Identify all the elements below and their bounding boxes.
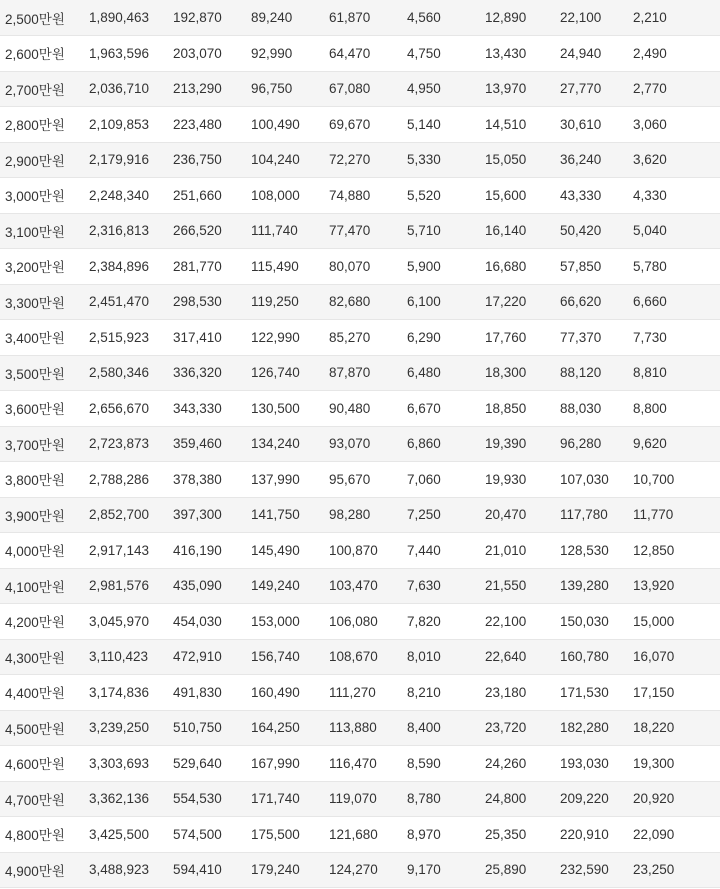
deduction-cell: 66,620 <box>560 294 602 310</box>
long-term-care-cell: 64,470 <box>329 45 371 61</box>
health-insurance-cell: 137,990 <box>251 471 300 487</box>
annual-salary-cell: 3,300만원 <box>5 295 65 311</box>
income-tax-cell: 16,680 <box>485 258 527 274</box>
long-term-care-cell: 93,070 <box>329 436 371 452</box>
national-pension-cell: 594,410 <box>173 862 222 878</box>
net-monthly-pay-cell: 1,963,596 <box>89 45 150 61</box>
income-tax-cell: 24,260 <box>485 755 527 771</box>
income-tax-cell: 17,760 <box>485 329 527 345</box>
national-pension-cell: 236,750 <box>173 152 222 168</box>
deduction-cell: 209,220 <box>560 791 609 807</box>
income-tax-cell: 18,300 <box>485 365 527 381</box>
table-row <box>0 178 720 214</box>
national-pension-cell: 397,300 <box>173 507 222 523</box>
health-insurance-cell: 149,240 <box>251 578 300 594</box>
national-pension-cell: 359,460 <box>173 436 222 452</box>
net-monthly-pay-cell: 2,384,896 <box>89 258 150 274</box>
local-income-tax-cell: 10,700 <box>633 471 675 487</box>
health-insurance-cell: 100,490 <box>251 116 300 132</box>
annual-salary-cell: 2,800만원 <box>5 118 65 134</box>
deduction-cell: 22,100 <box>560 10 602 25</box>
health-insurance-cell: 96,750 <box>251 81 293 97</box>
deduction-cell: 171,530 <box>560 684 609 700</box>
net-monthly-pay-cell: 2,580,346 <box>89 365 150 381</box>
annual-salary-cell: 4,700만원 <box>5 792 65 808</box>
national-pension-cell: 336,320 <box>173 365 222 381</box>
income-tax-cell: 25,890 <box>485 862 527 878</box>
local-income-tax-cell: 5,040 <box>633 223 667 239</box>
long-term-care-cell: 111,270 <box>329 684 376 700</box>
long-term-care-cell: 61,870 <box>329 10 371 25</box>
employment-insurance-cell: 8,970 <box>407 826 441 842</box>
deduction-cell: 88,030 <box>560 400 602 416</box>
health-insurance-cell: 111,740 <box>251 223 298 239</box>
table-row <box>0 391 720 427</box>
deduction-cell: 107,030 <box>560 471 609 487</box>
deduction-cell: 96,280 <box>560 436 602 452</box>
employment-insurance-cell: 6,480 <box>407 365 441 381</box>
income-tax-cell: 15,050 <box>485 152 527 168</box>
health-insurance-cell: 108,000 <box>251 187 300 203</box>
deduction-cell: 117,780 <box>560 507 608 523</box>
health-insurance-cell: 160,490 <box>251 684 300 700</box>
income-tax-cell: 25,350 <box>485 826 527 842</box>
local-income-tax-cell: 16,070 <box>633 649 675 665</box>
long-term-care-cell: 113,880 <box>329 720 377 736</box>
table-row <box>0 426 720 462</box>
health-insurance-cell: 134,240 <box>251 436 300 452</box>
annual-salary-cell: 4,200만원 <box>5 615 65 631</box>
national-pension-cell: 472,910 <box>173 649 222 665</box>
net-monthly-pay-cell: 2,451,470 <box>89 294 150 310</box>
deduction-cell: 150,030 <box>560 613 609 629</box>
deduction-cell: 50,420 <box>560 223 602 239</box>
national-pension-cell: 203,070 <box>173 45 222 61</box>
local-income-tax-cell: 3,060 <box>633 116 667 132</box>
local-income-tax-cell: 6,660 <box>633 294 667 310</box>
deduction-cell: 182,280 <box>560 720 609 736</box>
table-row <box>0 462 720 498</box>
deduction-cell: 36,240 <box>560 152 602 168</box>
national-pension-cell: 554,530 <box>173 791 222 807</box>
local-income-tax-cell: 12,850 <box>633 542 675 558</box>
local-income-tax-cell: 11,770 <box>633 507 674 523</box>
deduction-cell: 160,780 <box>560 649 609 665</box>
deduction-cell: 77,370 <box>560 329 602 345</box>
health-insurance-cell: 115,490 <box>251 258 299 274</box>
long-term-care-cell: 119,070 <box>329 791 377 807</box>
health-insurance-cell: 104,240 <box>251 152 300 168</box>
employment-insurance-cell: 7,440 <box>407 542 441 558</box>
deduction-cell: 88,120 <box>560 365 602 381</box>
deduction-cell: 220,910 <box>560 826 609 842</box>
annual-salary-cell: 4,800만원 <box>5 828 65 844</box>
long-term-care-cell: 90,480 <box>329 400 371 416</box>
annual-salary-cell: 4,300만원 <box>5 650 65 666</box>
table-row <box>0 0 720 36</box>
local-income-tax-cell: 18,220 <box>633 720 675 736</box>
health-insurance-cell: 164,250 <box>251 720 300 736</box>
local-income-tax-cell: 20,920 <box>633 791 675 807</box>
national-pension-cell: 435,090 <box>173 578 222 594</box>
local-income-tax-cell: 13,920 <box>633 578 675 594</box>
national-pension-cell: 378,380 <box>173 471 222 487</box>
national-pension-cell: 343,330 <box>173 400 222 416</box>
national-pension-cell: 510,750 <box>173 720 222 736</box>
national-pension-cell: 574,500 <box>173 826 222 842</box>
annual-salary-cell: 3,400만원 <box>5 331 65 347</box>
table-row <box>0 497 720 533</box>
table-row <box>0 142 720 178</box>
employment-insurance-cell: 8,400 <box>407 720 441 736</box>
employment-insurance-cell: 5,710 <box>407 223 441 239</box>
table-row <box>0 746 720 782</box>
net-monthly-pay-cell: 3,174,836 <box>89 684 150 700</box>
table-row <box>0 781 720 817</box>
deduction-cell: 232,590 <box>560 862 609 878</box>
employment-insurance-cell: 8,590 <box>407 755 441 771</box>
deduction-cell: 128,530 <box>560 542 609 558</box>
income-tax-cell: 13,970 <box>485 81 527 97</box>
health-insurance-cell: 119,250 <box>251 294 299 310</box>
national-pension-cell: 529,640 <box>173 755 222 771</box>
deduction-cell: 57,850 <box>560 258 602 274</box>
income-tax-cell: 23,720 <box>485 720 527 736</box>
national-pension-cell: 454,030 <box>173 613 222 629</box>
national-pension-cell: 266,520 <box>173 223 222 239</box>
table-row <box>0 213 720 249</box>
local-income-tax-cell: 19,300 <box>633 755 675 771</box>
health-insurance-cell: 130,500 <box>251 400 300 416</box>
employment-insurance-cell: 7,250 <box>407 507 441 523</box>
local-income-tax-cell: 2,210 <box>633 10 667 25</box>
national-pension-cell: 298,530 <box>173 294 222 310</box>
long-term-care-cell: 121,680 <box>329 826 378 842</box>
table-row <box>0 355 720 391</box>
net-monthly-pay-cell: 3,239,250 <box>89 720 150 736</box>
table-row <box>0 639 720 675</box>
employment-insurance-cell: 7,060 <box>407 471 441 487</box>
annual-salary-cell: 2,500만원 <box>5 11 65 27</box>
national-pension-cell: 491,830 <box>173 684 222 700</box>
table-row <box>0 817 720 853</box>
net-monthly-pay-cell: 2,656,670 <box>89 400 150 416</box>
local-income-tax-cell: 4,330 <box>633 187 667 203</box>
annual-salary-cell: 3,200만원 <box>5 260 65 276</box>
national-pension-cell: 416,190 <box>173 542 222 558</box>
net-monthly-pay-cell: 2,788,286 <box>89 471 150 487</box>
long-term-care-cell: 74,880 <box>329 187 371 203</box>
national-pension-cell: 251,660 <box>173 187 222 203</box>
net-monthly-pay-cell: 3,045,970 <box>89 613 150 629</box>
health-insurance-cell: 122,990 <box>251 329 300 345</box>
annual-salary-cell: 4,000만원 <box>5 544 65 560</box>
annual-salary-cell: 3,100만원 <box>5 224 65 240</box>
health-insurance-cell: 175,500 <box>251 826 300 842</box>
local-income-tax-cell: 22,090 <box>633 826 675 842</box>
net-monthly-pay-cell: 2,981,576 <box>89 578 150 594</box>
table-row <box>0 533 720 569</box>
employment-insurance-cell: 6,670 <box>407 400 441 416</box>
income-tax-cell: 21,010 <box>485 542 527 558</box>
deduction-cell: 43,330 <box>560 187 602 203</box>
local-income-tax-cell: 17,150 <box>633 684 675 700</box>
annual-salary-cell: 2,600만원 <box>5 47 65 63</box>
health-insurance-cell: 141,750 <box>251 507 300 523</box>
net-monthly-pay-cell: 2,248,340 <box>89 187 150 203</box>
local-income-tax-cell: 7,730 <box>633 329 667 345</box>
employment-insurance-cell: 6,860 <box>407 436 441 452</box>
table-row <box>0 675 720 711</box>
employment-insurance-cell: 4,560 <box>407 10 441 25</box>
employment-insurance-cell: 7,630 <box>407 578 441 594</box>
net-monthly-pay-cell: 2,917,143 <box>89 542 150 558</box>
income-tax-cell: 24,800 <box>485 791 527 807</box>
annual-salary-cell: 3,700만원 <box>5 437 65 453</box>
income-tax-cell: 19,930 <box>485 471 527 487</box>
income-tax-cell: 21,550 <box>485 578 527 594</box>
annual-salary-cell: 4,400만원 <box>5 686 65 702</box>
annual-salary-cell: 3,600만원 <box>5 402 65 418</box>
long-term-care-cell: 95,670 <box>329 471 371 487</box>
income-tax-cell: 17,220 <box>485 294 527 310</box>
local-income-tax-cell: 3,620 <box>633 152 667 168</box>
annual-salary-cell: 3,000만원 <box>5 189 65 205</box>
annual-salary-cell: 2,700만원 <box>5 82 65 98</box>
employment-insurance-cell: 6,290 <box>407 329 441 345</box>
table-row <box>0 249 720 285</box>
health-insurance-cell: 171,740 <box>251 791 300 807</box>
national-pension-cell: 213,290 <box>173 81 222 97</box>
table-row <box>0 36 720 72</box>
long-term-care-cell: 80,070 <box>329 258 371 274</box>
employment-insurance-cell: 8,010 <box>407 649 441 665</box>
employment-insurance-cell: 6,100 <box>407 294 441 310</box>
local-income-tax-cell: 9,620 <box>633 436 667 452</box>
net-monthly-pay-cell: 3,488,923 <box>89 862 150 878</box>
health-insurance-cell: 145,490 <box>251 542 300 558</box>
net-monthly-pay-cell: 2,852,700 <box>89 507 150 523</box>
table-row <box>0 852 720 888</box>
annual-salary-cell: 4,600만원 <box>5 757 65 773</box>
local-income-tax-cell: 8,800 <box>633 400 667 416</box>
net-monthly-pay-cell: 3,362,136 <box>89 791 150 807</box>
local-income-tax-cell: 15,000 <box>633 613 675 629</box>
table-row <box>0 71 720 107</box>
employment-insurance-cell: 7,820 <box>407 613 441 629</box>
employment-insurance-cell: 4,750 <box>407 45 441 61</box>
table-row <box>0 107 720 143</box>
health-insurance-cell: 156,740 <box>251 649 300 665</box>
employment-insurance-cell: 9,170 <box>407 862 441 878</box>
income-tax-cell: 23,180 <box>485 684 527 700</box>
national-pension-cell: 317,410 <box>173 329 222 345</box>
income-tax-cell: 20,470 <box>485 507 527 523</box>
health-insurance-cell: 89,240 <box>251 10 293 25</box>
employment-insurance-cell: 8,210 <box>407 684 441 700</box>
income-tax-cell: 16,140 <box>485 223 527 239</box>
net-monthly-pay-cell: 1,890,463 <box>89 10 150 25</box>
long-term-care-cell: 85,270 <box>329 329 371 345</box>
annual-salary-cell: 4,100만원 <box>5 579 65 595</box>
local-income-tax-cell: 23,250 <box>633 862 675 878</box>
local-income-tax-cell: 2,490 <box>633 45 667 61</box>
long-term-care-cell: 69,670 <box>329 116 371 132</box>
long-term-care-cell: 77,470 <box>329 223 371 239</box>
net-monthly-pay-cell: 3,110,423 <box>89 649 149 665</box>
net-monthly-pay-cell: 3,303,693 <box>89 755 150 771</box>
income-tax-cell: 15,600 <box>485 187 527 203</box>
table-row <box>0 568 720 604</box>
annual-salary-cell: 2,900만원 <box>5 153 65 169</box>
employment-insurance-cell: 5,520 <box>407 187 441 203</box>
health-insurance-cell: 92,990 <box>251 45 293 61</box>
national-pension-cell: 223,480 <box>173 116 222 132</box>
long-term-care-cell: 82,680 <box>329 294 371 310</box>
local-income-tax-cell: 5,780 <box>633 258 667 274</box>
income-tax-cell: 18,850 <box>485 400 527 416</box>
annual-salary-cell: 3,900만원 <box>5 508 65 524</box>
long-term-care-cell: 124,270 <box>329 862 378 878</box>
annual-salary-cell: 4,900만원 <box>5 863 65 879</box>
local-income-tax-cell: 2,770 <box>633 81 667 97</box>
net-monthly-pay-cell: 3,425,500 <box>89 826 150 842</box>
deduction-cell: 193,030 <box>560 755 609 771</box>
annual-salary-cell: 4,500만원 <box>5 721 65 737</box>
annual-salary-cell: 3,500만원 <box>5 366 65 382</box>
health-insurance-cell: 179,240 <box>251 862 300 878</box>
long-term-care-cell: 98,280 <box>329 507 371 523</box>
deduction-cell: 139,280 <box>560 578 609 594</box>
annual-salary-cell: 3,800만원 <box>5 473 65 489</box>
deduction-cell: 24,940 <box>560 45 602 61</box>
national-pension-cell: 192,870 <box>173 10 222 25</box>
income-tax-cell: 12,890 <box>485 10 527 25</box>
long-term-care-cell: 72,270 <box>329 152 371 168</box>
net-monthly-pay-cell: 2,723,873 <box>89 436 150 452</box>
net-monthly-pay-cell: 2,515,923 <box>89 329 150 345</box>
long-term-care-cell: 67,080 <box>329 81 371 97</box>
deduction-cell: 27,770 <box>560 81 602 97</box>
income-tax-cell: 14,510 <box>485 116 527 132</box>
income-tax-cell: 22,100 <box>485 613 527 629</box>
net-monthly-pay-cell: 2,036,710 <box>89 81 150 97</box>
long-term-care-cell: 103,470 <box>329 578 378 594</box>
net-monthly-pay-cell: 2,316,813 <box>89 223 150 239</box>
long-term-care-cell: 108,670 <box>329 649 378 665</box>
local-income-tax-cell: 8,810 <box>633 365 667 381</box>
national-pension-cell: 281,770 <box>173 258 222 274</box>
deduction-cell: 30,610 <box>560 116 602 132</box>
long-term-care-cell: 87,870 <box>329 365 371 381</box>
health-insurance-cell: 167,990 <box>251 755 300 771</box>
table-row <box>0 604 720 640</box>
employment-insurance-cell: 5,140 <box>407 116 441 132</box>
long-term-care-cell: 100,870 <box>329 542 378 558</box>
employment-insurance-cell: 4,950 <box>407 81 441 97</box>
income-tax-cell: 19,390 <box>485 436 527 452</box>
long-term-care-cell: 106,080 <box>329 613 378 629</box>
table-row <box>0 710 720 746</box>
net-monthly-pay-cell: 2,109,853 <box>89 116 150 132</box>
table-row <box>0 284 720 320</box>
employment-insurance-cell: 8,780 <box>407 791 441 807</box>
employment-insurance-cell: 5,330 <box>407 152 441 168</box>
health-insurance-cell: 126,740 <box>251 365 300 381</box>
table-row <box>0 320 720 356</box>
income-tax-cell: 13,430 <box>485 45 527 61</box>
employment-insurance-cell: 5,900 <box>407 258 441 274</box>
income-tax-cell: 22,640 <box>485 649 527 665</box>
long-term-care-cell: 116,470 <box>329 755 377 771</box>
net-monthly-pay-cell: 2,179,916 <box>89 152 150 168</box>
health-insurance-cell: 153,000 <box>251 613 300 629</box>
